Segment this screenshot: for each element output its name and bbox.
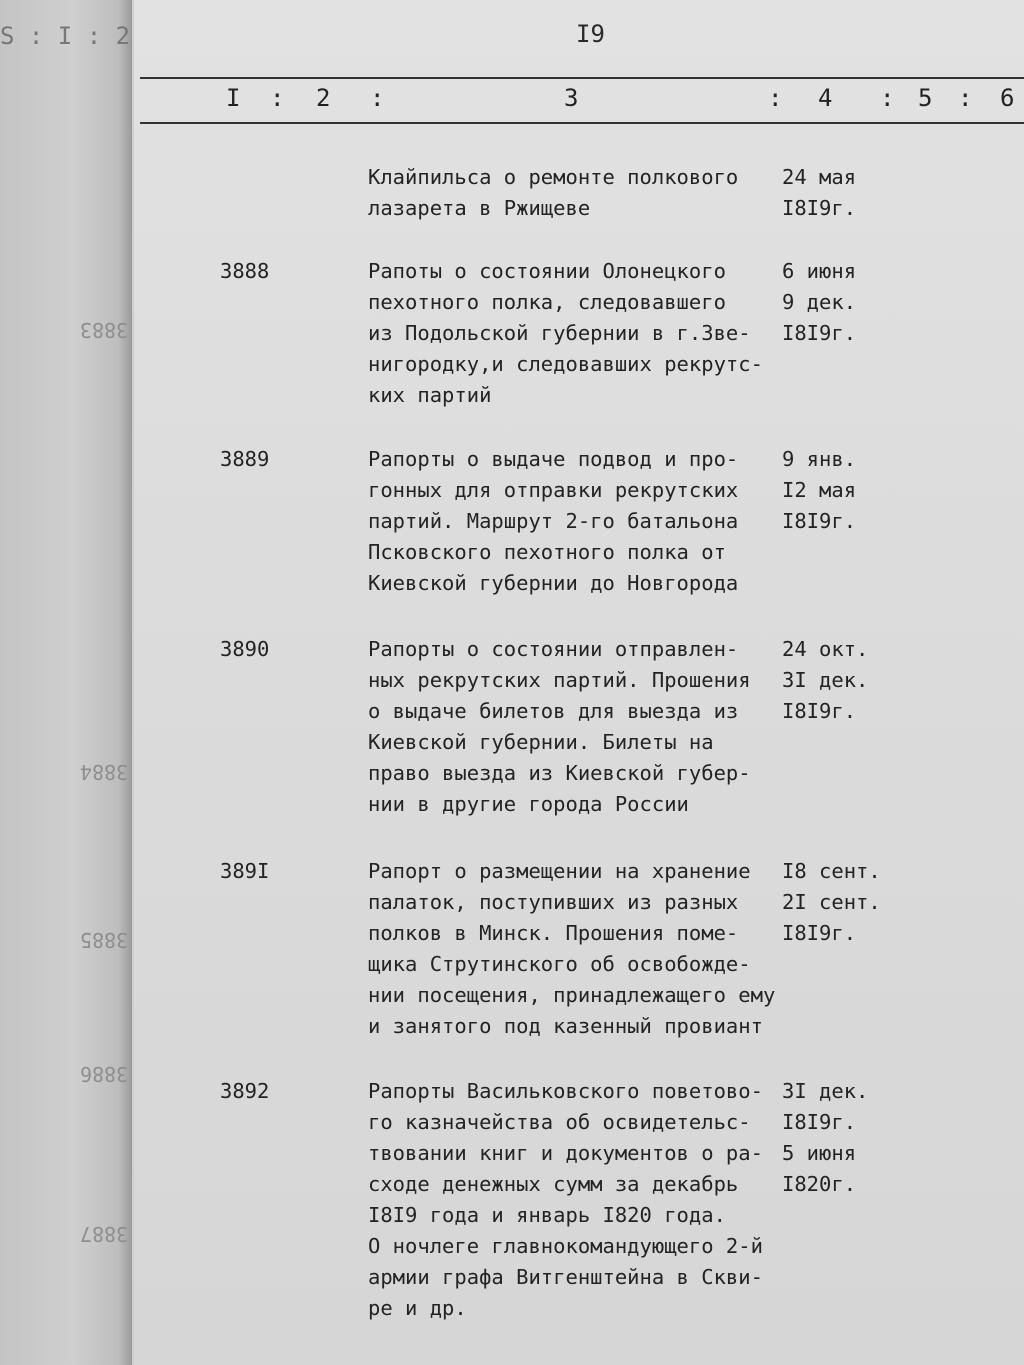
description-line: ных рекрутских партий. Прошения [368, 668, 751, 692]
entry-description [368, 256, 778, 411]
date-line: 9 янв. [782, 447, 857, 471]
date-line: 24 мая [782, 165, 857, 189]
date-line: 3I дек. [782, 668, 869, 692]
description-line: ре и др. [368, 1296, 467, 1320]
date-line: 9 дек. [782, 290, 857, 314]
column-separator: : [958, 84, 973, 112]
description-line: Рапорты о состоянии отправлен- [368, 637, 739, 661]
description-line: нигородку,и следовавших рекрутс- [368, 352, 763, 376]
entry-dates [782, 256, 912, 349]
description-line: палаток, поступивших из разных [368, 890, 739, 914]
column-header-row [0, 84, 1024, 118]
margin-number: 3886 [80, 1062, 129, 1086]
description-line: щика Струтинского об освобожде- [368, 952, 751, 976]
page-number: I9 [576, 20, 605, 48]
description-line: О ночлеге главнокомандующего 2-й [368, 1234, 763, 1258]
entry-number: 3888 [220, 259, 270, 283]
description-line: Клайпильса о ремонте полкового [368, 165, 739, 189]
date-line: I8I9г. [782, 196, 857, 220]
previous-page-header: S : I : 2 [0, 22, 130, 50]
description-line: и занятого под казенный провиант [368, 1014, 763, 1038]
margin-number: 3883 [80, 318, 129, 342]
entry-dates [782, 162, 912, 224]
date-line: I8I9г. [782, 321, 857, 345]
entry-number: 3892 [220, 1079, 270, 1103]
description-line: Рапоты о состоянии Олонецкого [368, 259, 726, 283]
column-header: 2 [316, 84, 331, 112]
description-line: Рапорты о выдаче подвод и про- [368, 447, 739, 471]
description-line: пехотного полка, следовавшего [368, 290, 726, 314]
entry-description [368, 162, 778, 224]
column-separator: : [270, 84, 285, 112]
description-line: гонных для отправки рекрутских [368, 478, 739, 502]
date-line: I8I9г. [782, 699, 857, 723]
description-line: Киевской губернии. Билеты на [368, 730, 714, 754]
header-bottom-rule [140, 122, 1024, 124]
column-separator: : [768, 84, 783, 112]
description-line: Рапорты Васильковского поветово- [368, 1079, 763, 1103]
date-line: I2 мая [782, 478, 857, 502]
date-line: I8I9г. [782, 509, 857, 533]
column-header: 3 [564, 84, 579, 112]
margin-number: 3885 [80, 928, 129, 952]
description-line: Псковского пехотного полка от [368, 540, 726, 564]
description-line: Киевской губернии до Новгорода [368, 571, 739, 595]
entry-description [368, 856, 778, 1042]
description-line: го казначейства об освидетельс- [368, 1110, 751, 1134]
description-line: твовании книг и документов о ра- [368, 1141, 763, 1165]
margin-number: 3887 [80, 1222, 129, 1246]
description-line: полков в Минск. Прошения поме- [368, 921, 739, 945]
entry-description [368, 444, 778, 599]
entry-dates [782, 856, 912, 949]
description-line: Рапорт о размещении на хранение [368, 859, 751, 883]
entry-number: 3889 [220, 447, 270, 471]
entry-number: 3890 [220, 637, 270, 661]
entry-dates [782, 634, 912, 727]
date-line: 2I сент. [782, 890, 881, 914]
entry-description [368, 1076, 778, 1324]
description-line: партий. Маршрут 2-го батальона [368, 509, 739, 533]
date-line: 3I дек. [782, 1079, 869, 1103]
date-line: I820г. [782, 1172, 857, 1196]
column-header: 5 [918, 84, 933, 112]
column-separator: : [370, 84, 385, 112]
description-line: армии графа Витгенштейна в Скви- [368, 1265, 763, 1289]
date-line: I8I9г. [782, 921, 857, 945]
column-header: 4 [818, 84, 833, 112]
column-separator: : [880, 84, 895, 112]
date-line: I8 сент. [782, 859, 881, 883]
description-line: ких партий [368, 383, 492, 407]
entry-number: 389I [220, 859, 270, 883]
entry-description [368, 634, 778, 820]
date-line: 24 окт. [782, 637, 869, 661]
header-top-rule [140, 77, 1024, 79]
column-header: 6 [1000, 84, 1015, 112]
description-line: нии в другие города России [368, 792, 689, 816]
description-line: I8I9 года и январь I820 года. [368, 1203, 726, 1227]
date-line: 6 июня [782, 259, 857, 283]
date-line: 5 июня [782, 1141, 857, 1165]
column-header: I [226, 84, 241, 112]
previous-page-edge [0, 0, 132, 1365]
date-line: I8I9г. [782, 1110, 857, 1134]
entry-dates [782, 1076, 912, 1200]
description-line: лазарета в Ржищеве [368, 196, 591, 220]
description-line: из Подольской губернии в г.Зве- [368, 321, 751, 345]
description-line: сходе денежных сумм за декабрь [368, 1172, 739, 1196]
description-line: право выезда из Киевской губер- [368, 761, 751, 785]
description-line: нии посещения, принадлежащего ему [368, 983, 776, 1007]
entry-dates [782, 444, 912, 537]
margin-number: 3884 [80, 760, 129, 784]
description-line: о выдаче билетов для выезда из [368, 699, 739, 723]
